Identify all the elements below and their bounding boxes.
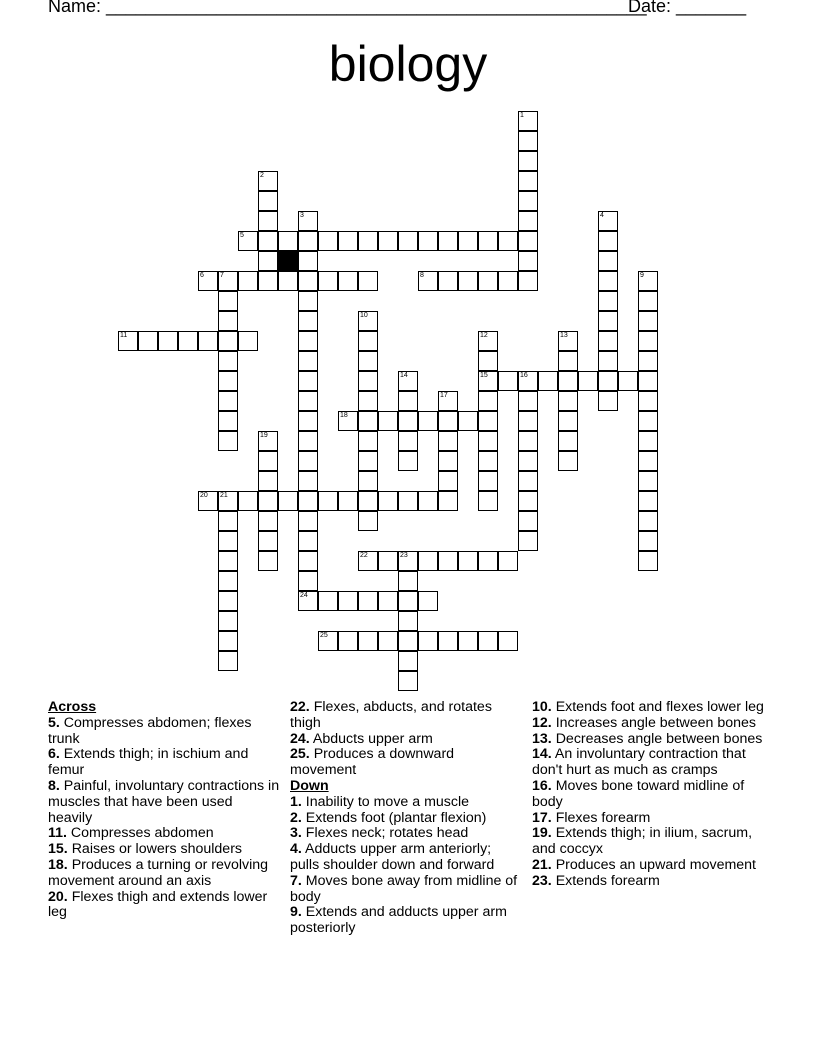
grid-cell[interactable] xyxy=(378,231,398,251)
grid-cell[interactable] xyxy=(338,271,358,291)
grid-cell[interactable] xyxy=(598,271,618,291)
grid-cell[interactable] xyxy=(438,391,458,411)
grid-cell[interactable] xyxy=(338,231,358,251)
grid-cell[interactable] xyxy=(398,631,418,651)
clues-column-3 xyxy=(532,700,772,890)
grid-cell[interactable] xyxy=(518,451,538,471)
grid-cell[interactable] xyxy=(638,371,658,391)
grid-cell[interactable] xyxy=(218,531,238,551)
grid-cell[interactable] xyxy=(398,491,418,511)
grid-cell[interactable] xyxy=(498,231,518,251)
grid-cell[interactable] xyxy=(498,371,518,391)
grid-cell[interactable] xyxy=(478,471,498,491)
grid-cell[interactable] xyxy=(498,631,518,651)
grid-cell[interactable] xyxy=(458,411,478,431)
grid-cell[interactable] xyxy=(598,331,618,351)
clue-number: 10 xyxy=(360,312,368,319)
grid-cell[interactable] xyxy=(518,491,538,511)
grid-cell[interactable] xyxy=(258,271,278,291)
grid-cell[interactable] xyxy=(258,431,278,451)
grid-cell[interactable] xyxy=(418,411,438,431)
clue-across-11: 11. Compresses abdomen xyxy=(48,825,214,842)
grid-cell[interactable] xyxy=(558,391,578,411)
grid-cell[interactable] xyxy=(338,491,358,511)
grid-cell[interactable] xyxy=(598,291,618,311)
grid-cell[interactable] xyxy=(418,231,438,251)
grid-cell[interactable] xyxy=(478,231,498,251)
grid-cell[interactable] xyxy=(298,351,318,371)
grid-cell[interactable] xyxy=(538,371,558,391)
grid-cell[interactable] xyxy=(478,551,498,571)
grid-cell[interactable] xyxy=(318,491,338,511)
grid-cell[interactable] xyxy=(358,451,378,471)
grid-cell[interactable] xyxy=(298,231,318,251)
grid-cell[interactable] xyxy=(298,451,318,471)
grid-cell[interactable] xyxy=(358,511,378,531)
grid-cell[interactable] xyxy=(478,451,498,471)
grid-cell[interactable] xyxy=(218,371,238,391)
grid-cell[interactable] xyxy=(438,491,458,511)
grid-cell[interactable] xyxy=(358,491,378,511)
grid-cell[interactable] xyxy=(378,491,398,511)
grid-cell[interactable] xyxy=(438,431,458,451)
grid-cell[interactable] xyxy=(298,511,318,531)
grid-cell[interactable] xyxy=(238,331,258,351)
grid-cell[interactable] xyxy=(478,331,498,351)
clue-number: 4 xyxy=(600,212,604,219)
grid-cell[interactable] xyxy=(398,651,418,671)
grid-cell[interactable] xyxy=(298,531,318,551)
clue-down-3: 3. Flexes neck; rotates head xyxy=(290,825,469,842)
grid-cell[interactable] xyxy=(398,431,418,451)
grid-cell[interactable] xyxy=(338,591,358,611)
grid-cell[interactable] xyxy=(598,351,618,371)
grid-cell[interactable] xyxy=(638,291,658,311)
grid-cell[interactable] xyxy=(358,371,378,391)
grid-cell[interactable] xyxy=(398,451,418,471)
grid-cell[interactable] xyxy=(158,331,178,351)
grid-cell[interactable] xyxy=(438,471,458,491)
grid-cell[interactable] xyxy=(438,551,458,571)
grid-cell[interactable] xyxy=(278,231,298,251)
grid-cell[interactable] xyxy=(518,151,538,171)
grid-cell[interactable] xyxy=(298,491,318,511)
clues-column-1 xyxy=(48,700,280,921)
grid-cell[interactable] xyxy=(558,351,578,371)
grid-cell[interactable] xyxy=(298,211,318,231)
clue-number: 8 xyxy=(420,272,424,279)
black-square xyxy=(278,251,298,271)
grid-cell[interactable] xyxy=(558,431,578,451)
grid-cell[interactable] xyxy=(298,431,318,451)
clue-across-8: 8. Painful, involuntary contractions in muscles that have been used heavily xyxy=(48,777,280,826)
grid-cell[interactable] xyxy=(338,631,358,651)
grid-cell[interactable] xyxy=(458,231,478,251)
clue-number: 12 xyxy=(480,332,488,339)
clue-number: 6 xyxy=(200,272,204,279)
clue-down-2: 2. Extends foot (plantar flexion) xyxy=(290,809,487,826)
grid-cell[interactable] xyxy=(638,491,658,511)
grid-cell[interactable] xyxy=(278,271,298,291)
grid-cell[interactable] xyxy=(198,271,218,291)
grid-cell[interactable] xyxy=(638,551,658,571)
grid-cell[interactable] xyxy=(598,391,618,411)
grid-cell[interactable] xyxy=(218,291,238,311)
puzzle-title: biology xyxy=(328,36,488,92)
grid-cell[interactable] xyxy=(478,271,498,291)
clue-down-21: 21. Produces an upward movement xyxy=(532,856,756,873)
clue-number: 2 xyxy=(260,172,264,179)
clue-down-13: 13. Decreases angle between bones xyxy=(532,730,763,747)
grid-cell[interactable] xyxy=(218,331,238,351)
grid-cell[interactable] xyxy=(518,251,538,271)
grid-cell[interactable] xyxy=(218,511,238,531)
grid-cell[interactable] xyxy=(598,371,618,391)
grid-cell[interactable] xyxy=(358,331,378,351)
grid-cell[interactable] xyxy=(218,351,238,371)
grid-cell[interactable] xyxy=(378,631,398,651)
grid-cell[interactable] xyxy=(598,311,618,331)
grid-cell[interactable] xyxy=(638,531,658,551)
grid-cell[interactable] xyxy=(238,231,258,251)
grid-cell[interactable] xyxy=(638,511,658,531)
grid-cell[interactable] xyxy=(518,171,538,191)
clues-column-2 xyxy=(290,700,522,937)
grid-cell[interactable] xyxy=(638,331,658,351)
clue-number: 17 xyxy=(440,392,448,399)
clue-number: 23 xyxy=(400,552,408,559)
clue-number: 21 xyxy=(220,492,228,499)
grid-cell[interactable] xyxy=(578,371,598,391)
grid-cell[interactable] xyxy=(478,491,498,511)
grid-cell[interactable] xyxy=(478,431,498,451)
grid-cell[interactable] xyxy=(318,631,338,651)
grid-cell[interactable] xyxy=(618,371,638,391)
grid-cell[interactable] xyxy=(518,231,538,251)
grid-cell[interactable] xyxy=(438,411,458,431)
grid-cell[interactable] xyxy=(438,231,458,251)
grid-cell[interactable] xyxy=(558,371,578,391)
grid-cell[interactable] xyxy=(258,451,278,471)
grid-cell[interactable] xyxy=(218,391,238,411)
clue-across-18: 18. Produces a turning or revolving movement around an axis xyxy=(48,856,269,889)
grid-cell[interactable] xyxy=(438,631,458,651)
grid-cell[interactable] xyxy=(298,271,318,291)
clue-number: 25 xyxy=(320,632,328,639)
grid-cell[interactable] xyxy=(258,551,278,571)
clue-down-10: 10. Extends foot and flexes lower leg xyxy=(532,699,764,715)
grid-cell[interactable] xyxy=(318,231,338,251)
grid-cell[interactable] xyxy=(358,231,378,251)
clue-across-5: 5. Compresses abdomen; flexes trunk xyxy=(48,714,252,747)
clue-number: 11 xyxy=(120,332,128,339)
clue-number: 13 xyxy=(560,332,568,339)
grid-cell[interactable] xyxy=(458,551,478,571)
grid-cell[interactable] xyxy=(378,591,398,611)
grid-cell[interactable] xyxy=(378,411,398,431)
clue-number: 22 xyxy=(360,552,368,559)
grid-cell[interactable] xyxy=(218,411,238,431)
grid-cell[interactable] xyxy=(478,351,498,371)
grid-cell[interactable] xyxy=(298,291,318,311)
grid-cell[interactable] xyxy=(418,591,438,611)
grid-cell[interactable] xyxy=(298,571,318,591)
grid-cell[interactable] xyxy=(398,551,418,571)
grid-cell[interactable] xyxy=(298,551,318,571)
grid-cell[interactable] xyxy=(518,431,538,451)
down-heading: Down xyxy=(290,777,329,794)
grid-cell[interactable] xyxy=(518,411,538,431)
grid-cell[interactable] xyxy=(258,491,278,511)
clue-down-14: 14. An involuntary contraction that don't hurt as much as cramps xyxy=(532,746,746,779)
grid-cell[interactable] xyxy=(258,231,278,251)
grid-cell[interactable] xyxy=(598,231,618,251)
grid-cell[interactable] xyxy=(218,651,238,671)
grid-cell[interactable] xyxy=(218,271,238,291)
grid-cell[interactable] xyxy=(298,311,318,331)
grid-cell[interactable] xyxy=(238,491,258,511)
grid-cell[interactable] xyxy=(298,331,318,351)
grid-cell[interactable] xyxy=(298,251,318,271)
grid-cell[interactable] xyxy=(218,311,238,331)
grid-cell[interactable] xyxy=(358,591,378,611)
clue-down-9: 9. Extends and adducts upper arm posteriorly xyxy=(290,904,507,937)
clue-down-16: 16. Moves bone toward midline of body xyxy=(532,777,745,810)
grid-cell[interactable] xyxy=(138,331,158,351)
grid-cell[interactable] xyxy=(258,531,278,551)
clue-down-19: 19. Extends thigh; in ilium, sacrum, and coccyx xyxy=(532,825,753,858)
grid-cell[interactable] xyxy=(258,191,278,211)
grid-cell[interactable] xyxy=(478,631,498,651)
grid-cell[interactable] xyxy=(318,271,338,291)
date-field[interactable]: Date: _______ xyxy=(628,0,747,16)
grid-cell[interactable] xyxy=(298,471,318,491)
clue-across-25: 25. Produces a downward movement xyxy=(290,746,455,779)
grid-cell[interactable] xyxy=(218,591,238,611)
clue-number: 19 xyxy=(260,432,268,439)
grid-cell[interactable] xyxy=(198,491,218,511)
grid-cell[interactable] xyxy=(258,471,278,491)
clue-number: 20 xyxy=(200,492,208,499)
grid-cell[interactable] xyxy=(338,411,358,431)
clue-number: 16 xyxy=(520,372,528,379)
grid-cell[interactable] xyxy=(518,211,538,231)
clue-down-12: 12. Increases angle between bones xyxy=(532,714,757,731)
grid-cell[interactable] xyxy=(418,551,438,571)
grid-cell[interactable] xyxy=(638,271,658,291)
grid-cell[interactable] xyxy=(498,551,518,571)
grid-cell[interactable] xyxy=(358,631,378,651)
clue-number: 24 xyxy=(300,592,308,599)
grid-cell[interactable] xyxy=(358,551,378,571)
grid-cell[interactable] xyxy=(178,331,198,351)
grid-cell[interactable] xyxy=(298,411,318,431)
clue-number: 9 xyxy=(640,272,644,279)
clue-across-15: 15. Raises or lowers shoulders xyxy=(48,841,243,858)
grid-cell[interactable] xyxy=(398,591,418,611)
grid-cell[interactable] xyxy=(398,391,418,411)
grid-cell[interactable] xyxy=(518,271,538,291)
grid-cell[interactable] xyxy=(218,611,238,631)
clue-number: 3 xyxy=(300,212,304,219)
clue-number: 7 xyxy=(220,272,224,279)
grid-cell[interactable] xyxy=(218,431,238,451)
grid-cell[interactable] xyxy=(518,191,538,211)
grid-cell[interactable] xyxy=(238,271,258,291)
grid-cell[interactable] xyxy=(518,131,538,151)
grid-cell[interactable] xyxy=(298,391,318,411)
grid-cell[interactable] xyxy=(398,411,418,431)
grid-cell[interactable] xyxy=(258,251,278,271)
grid-cell[interactable] xyxy=(258,171,278,191)
across-heading: Across xyxy=(48,699,97,715)
grid-cell[interactable] xyxy=(638,351,658,371)
grid-cell[interactable] xyxy=(638,411,658,431)
clue-number: 15 xyxy=(480,372,488,379)
grid-cell[interactable] xyxy=(478,411,498,431)
grid-cell[interactable] xyxy=(218,551,238,571)
grid-cell[interactable] xyxy=(298,591,318,611)
clue-down-17: 17. Flexes forearm xyxy=(532,809,651,826)
grid-cell[interactable] xyxy=(598,211,618,231)
clue-across-20: 20. Flexes thigh and extends lower leg xyxy=(48,888,268,921)
clue-across-6: 6. Extends thigh; in ischium and femur xyxy=(48,746,249,779)
grid-cell[interactable] xyxy=(378,551,398,571)
clue-across-22: 22. Flexes, abducts, and rotates thigh xyxy=(290,699,492,731)
grid-cell[interactable] xyxy=(298,371,318,391)
clue-down-1: 1. Inability to move a muscle xyxy=(290,793,470,810)
grid-cell[interactable] xyxy=(318,591,338,611)
grid-cell[interactable] xyxy=(638,471,658,491)
grid-cell[interactable] xyxy=(418,631,438,651)
grid-cell[interactable] xyxy=(478,391,498,411)
grid-cell[interactable] xyxy=(558,411,578,431)
grid-cell[interactable] xyxy=(458,631,478,651)
name-field[interactable]: Name: ______________________________________________________ xyxy=(48,0,647,16)
grid-cell[interactable] xyxy=(418,271,438,291)
grid-cell[interactable] xyxy=(218,631,238,651)
grid-cell[interactable] xyxy=(558,331,578,351)
grid-cell[interactable] xyxy=(418,491,438,511)
clue-down-4: 4. Adducts upper arm anteriorly; pulls shoulder down and forward xyxy=(290,841,495,873)
grid-cell[interactable] xyxy=(398,571,418,591)
grid-cell[interactable] xyxy=(398,671,418,691)
grid-cell[interactable] xyxy=(598,251,618,271)
clue-number: 18 xyxy=(340,412,348,419)
grid-cell[interactable] xyxy=(638,311,658,331)
grid-cell[interactable] xyxy=(358,431,378,451)
grid-cell[interactable] xyxy=(638,431,658,451)
grid-cell[interactable] xyxy=(518,391,538,411)
clue-number: 1 xyxy=(520,112,524,119)
grid-cell[interactable] xyxy=(358,411,378,431)
grid-cell[interactable] xyxy=(458,271,478,291)
grid-cell[interactable] xyxy=(518,531,538,551)
clue-down-23: 23. Extends forearm xyxy=(532,872,660,889)
grid-cell[interactable] xyxy=(518,511,538,531)
grid-cell[interactable] xyxy=(358,311,378,331)
grid-cell[interactable] xyxy=(498,271,518,291)
grid-cell[interactable] xyxy=(518,371,538,391)
grid-cell[interactable] xyxy=(398,231,418,251)
grid-cell[interactable] xyxy=(518,111,538,131)
grid-cell[interactable] xyxy=(358,391,378,411)
grid-cell[interactable] xyxy=(398,371,418,391)
grid-cell[interactable] xyxy=(358,351,378,371)
grid-cell[interactable] xyxy=(278,491,298,511)
grid-cell[interactable] xyxy=(398,611,418,631)
grid-cell[interactable] xyxy=(258,511,278,531)
grid-cell[interactable] xyxy=(358,271,378,291)
grid-cell[interactable] xyxy=(218,491,238,511)
grid-cell[interactable] xyxy=(358,471,378,491)
clue-number: 14 xyxy=(400,372,408,379)
grid-cell[interactable] xyxy=(258,211,278,231)
grid-cell[interactable] xyxy=(558,451,578,471)
grid-cell[interactable] xyxy=(438,271,458,291)
clue-down-7: 7. Moves bone away from midline of body xyxy=(290,872,518,905)
grid-cell[interactable] xyxy=(518,471,538,491)
grid-cell[interactable] xyxy=(198,331,218,351)
clue-number: 5 xyxy=(240,232,244,239)
grid-cell[interactable] xyxy=(218,571,238,591)
grid-cell[interactable] xyxy=(478,371,498,391)
grid-cell[interactable] xyxy=(638,451,658,471)
grid-cell[interactable] xyxy=(438,451,458,471)
grid-cell[interactable] xyxy=(118,331,138,351)
clue-across-24: 24. Abducts upper arm xyxy=(290,730,433,747)
grid-cell[interactable] xyxy=(638,391,658,411)
